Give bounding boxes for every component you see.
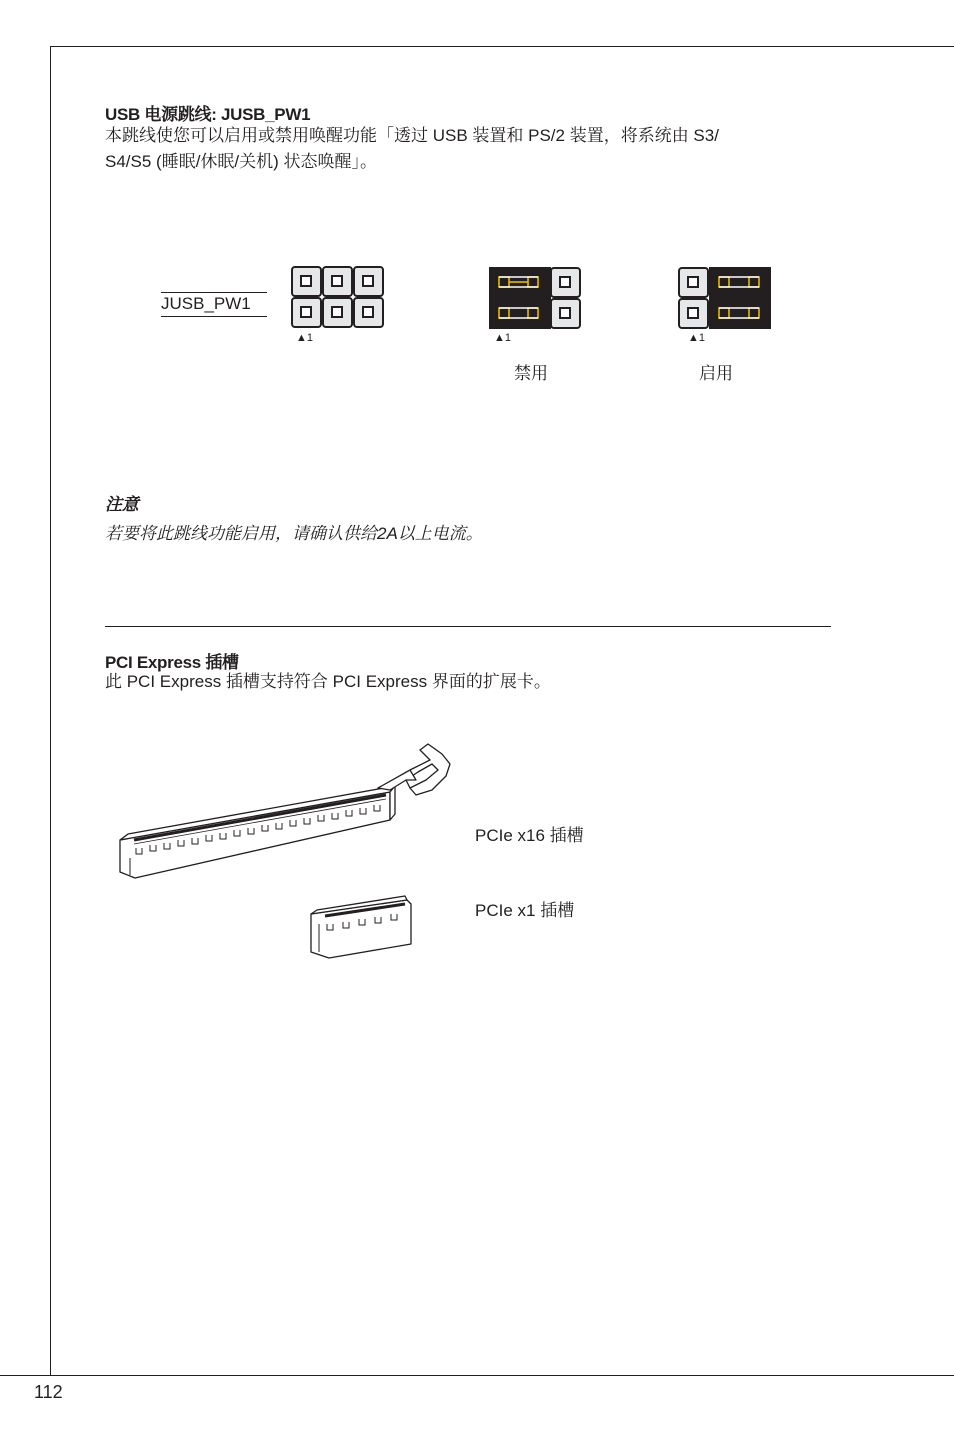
section-description-line-1: 本跳线使您可以启用或禁用唤醒功能「透过 USB 装置和 PS/2 装置，将系统由 S3/ bbox=[105, 126, 719, 145]
jumper-header-diagram bbox=[290, 265, 385, 330]
pcie-x1-slot-illustration bbox=[305, 892, 420, 962]
jumper-enabled-diagram bbox=[677, 266, 772, 331]
page-frame-bottom bbox=[0, 1375, 954, 1376]
pin1-marker-enabled: ▲1 bbox=[688, 332, 706, 344]
jumper-label-line-bottom bbox=[161, 316, 267, 317]
page-frame-left bbox=[50, 46, 51, 1375]
pcie-x16-slot-illustration bbox=[110, 740, 460, 890]
section-heading-usb-power-jumper: USB 电源跳线: JUSB_PW1 bbox=[105, 105, 311, 124]
jumper-name-label: JUSB_PW1 bbox=[161, 294, 251, 313]
section-divider bbox=[105, 626, 831, 627]
pcie-x16-label: PCIe x16 插槽 bbox=[475, 826, 584, 845]
section-description-line-2: S4/S5 (睡眠/休眠/关机) 状态唤醒」。 bbox=[105, 152, 378, 171]
page-frame-top bbox=[50, 46, 954, 47]
pin1-marker-generic: ▲1 bbox=[296, 332, 314, 344]
pcie-x1-label: PCIe x1 插槽 bbox=[475, 901, 575, 920]
note-text: 若要将此跳线功能启用，请确认供给2A以上电流。 bbox=[105, 524, 483, 543]
jumper-label-line-top bbox=[161, 292, 267, 293]
page-number: 112 bbox=[34, 1382, 63, 1402]
jumper-disabled-diagram bbox=[488, 266, 583, 331]
disabled-caption: 禁用 bbox=[514, 364, 548, 383]
pin1-marker-disabled: ▲1 bbox=[494, 332, 512, 344]
section2-description: 此 PCI Express 插槽支持符合 PCI Express 界面的扩展卡。 bbox=[105, 672, 551, 691]
enabled-caption: 启用 bbox=[699, 364, 733, 383]
section-heading-pci-express: PCI Express 插槽 bbox=[105, 653, 239, 672]
note-heading: 注意 bbox=[105, 495, 139, 514]
